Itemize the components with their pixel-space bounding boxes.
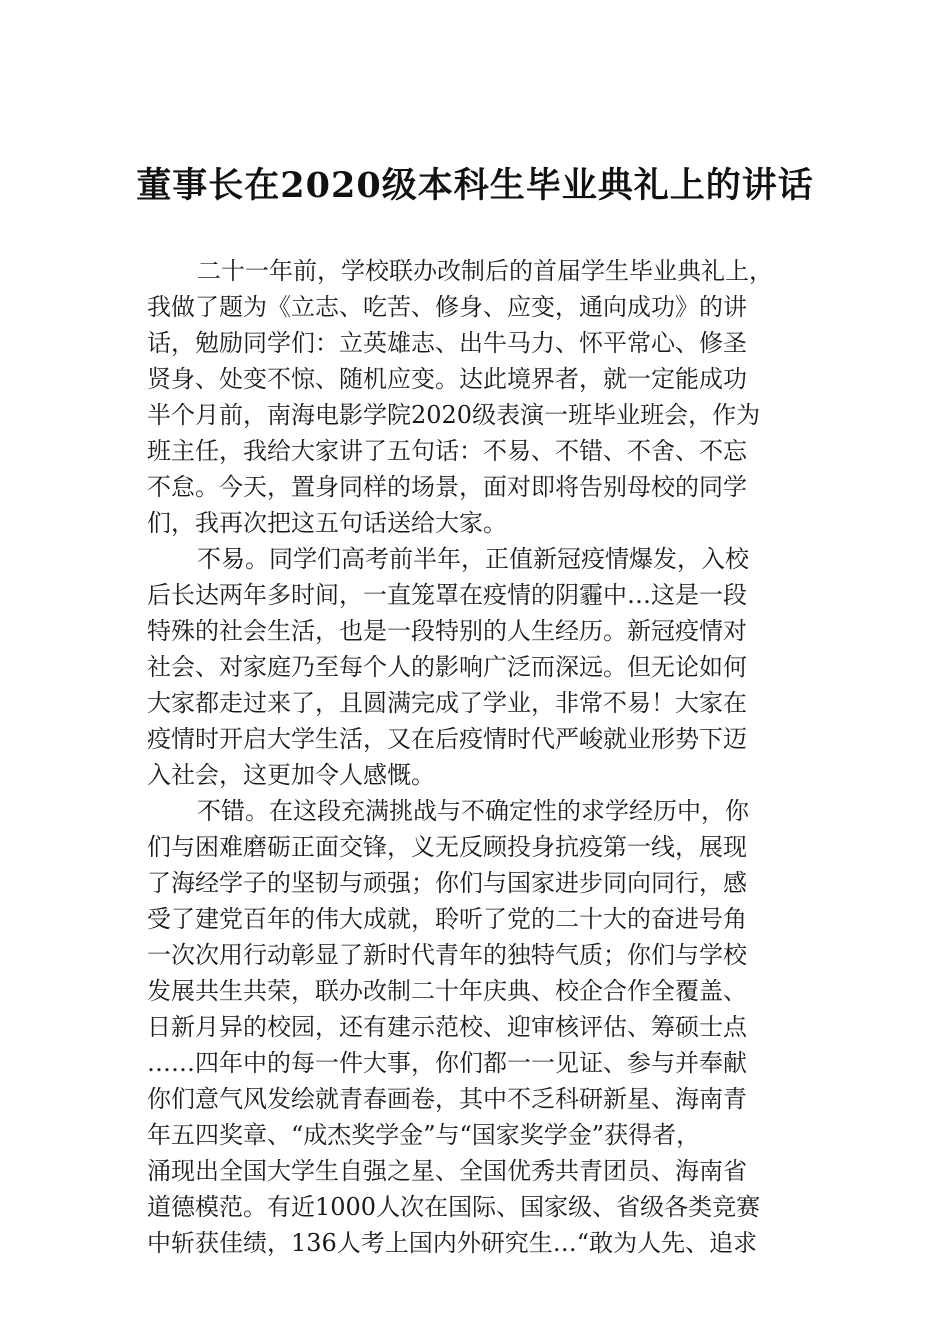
text-line: 你们意气风发绘就青春画卷，其中不乏科研新星、海南青 (147, 1085, 747, 1113)
text-line: ……四年中的每一件大事，你们都一一见证、参与并奉献 (147, 1049, 747, 1077)
text-line: 了海经学子的坚韧与顽强；你们与国家进步同向同行，感 (147, 869, 747, 897)
text-line: 一次次用行动彰显了新时代青年的独特气质；你们与学校 (147, 941, 747, 969)
text-line: 话，勉励同学们：立英雄志、出牛马力、怀平常心、修圣 (147, 329, 747, 357)
text-line: 班主任，我给大家讲了五句话：不易、不错、不舍、不忘 (147, 437, 747, 465)
text-line: 后长达两年多时间，一直笼罩在疫情的阴霾中…这是一段 (147, 581, 747, 609)
text-line: 。在这段充满挑战与不确定性的求学经历中，你 (245, 797, 749, 825)
text-line: 疫情时开启大学生活，又在后疫情时代严峻就业形势下迈 (147, 725, 747, 753)
paragraph-bucuo-first-line (147, 793, 827, 829)
text-line: 。同学们高考前半年，正值新冠疫情爆发，入校 (245, 545, 749, 573)
text-line: 入社会，这更加令人感慨。 (147, 761, 435, 789)
text-line: 不怠。今天，置身同样的场景，面对即将告别母校的同学 (147, 473, 747, 501)
text-line: 道德模范。有近1000人次在国际、国家级、省级各类竞赛 (147, 1193, 761, 1221)
text-line: 发展共生共荣，联办改制二十年庆典、校企合作全覆盖、 (147, 977, 747, 1005)
text-line: 日新月异的校园，还有建示范校、迎审核评估、筹硕士点 (147, 1013, 747, 1041)
text-line: 二十一年前，学校联办改制后的首届学生毕业典礼上， (197, 257, 773, 285)
text-line: 我做了题为《立志、吃苦、修身、应变，通向成功》的讲 (147, 293, 747, 321)
text-line: 特殊的社会生活，也是一段特别的人生经历。新冠疫情对 (147, 617, 747, 645)
text-line: 年五四奖章、“成杰奖学金”与“国家奖学金”获得者， (147, 1121, 701, 1149)
text-line: 受了建党百年的伟大成就，聆听了党的二十大的奋进号角 (147, 905, 747, 933)
text-line: 们与困难磨砺正面交锋，义无反顾投身抗疫第一线，展现 (147, 833, 747, 861)
text-line: 中斩获佳绩，136人考上国内外研究生…“敢为人先、追求 (147, 1229, 758, 1257)
document-title: 董事长在2020级本科生毕业典礼上的讲话 (136, 165, 814, 206)
text-line: 社会、对家庭乃至每个人的影响广泛而深远。但无论如何 (147, 653, 747, 681)
text-line: 半个月前，南海电影学院2020级表演一班毕业班会，作为 (147, 401, 761, 429)
text-line: 贤身、处变不惊、随机应变。达此境界者，就一定能成功 (147, 365, 747, 393)
text-line: 大家都走过来了，且圆满完成了学业，非常不易！大家在 (147, 689, 747, 717)
paragraph-buyi-first-line (147, 541, 827, 577)
section-lead-bucuo: 不错 (197, 797, 245, 825)
section-lead-buyi: 不易 (197, 545, 245, 573)
text-line: 们，我再次把这五句话送给大家。 (147, 509, 507, 537)
speech-body (147, 253, 827, 1261)
text-line: 涌现出全国大学生自强之星、全国优秀共青团员、海南省 (147, 1157, 747, 1185)
